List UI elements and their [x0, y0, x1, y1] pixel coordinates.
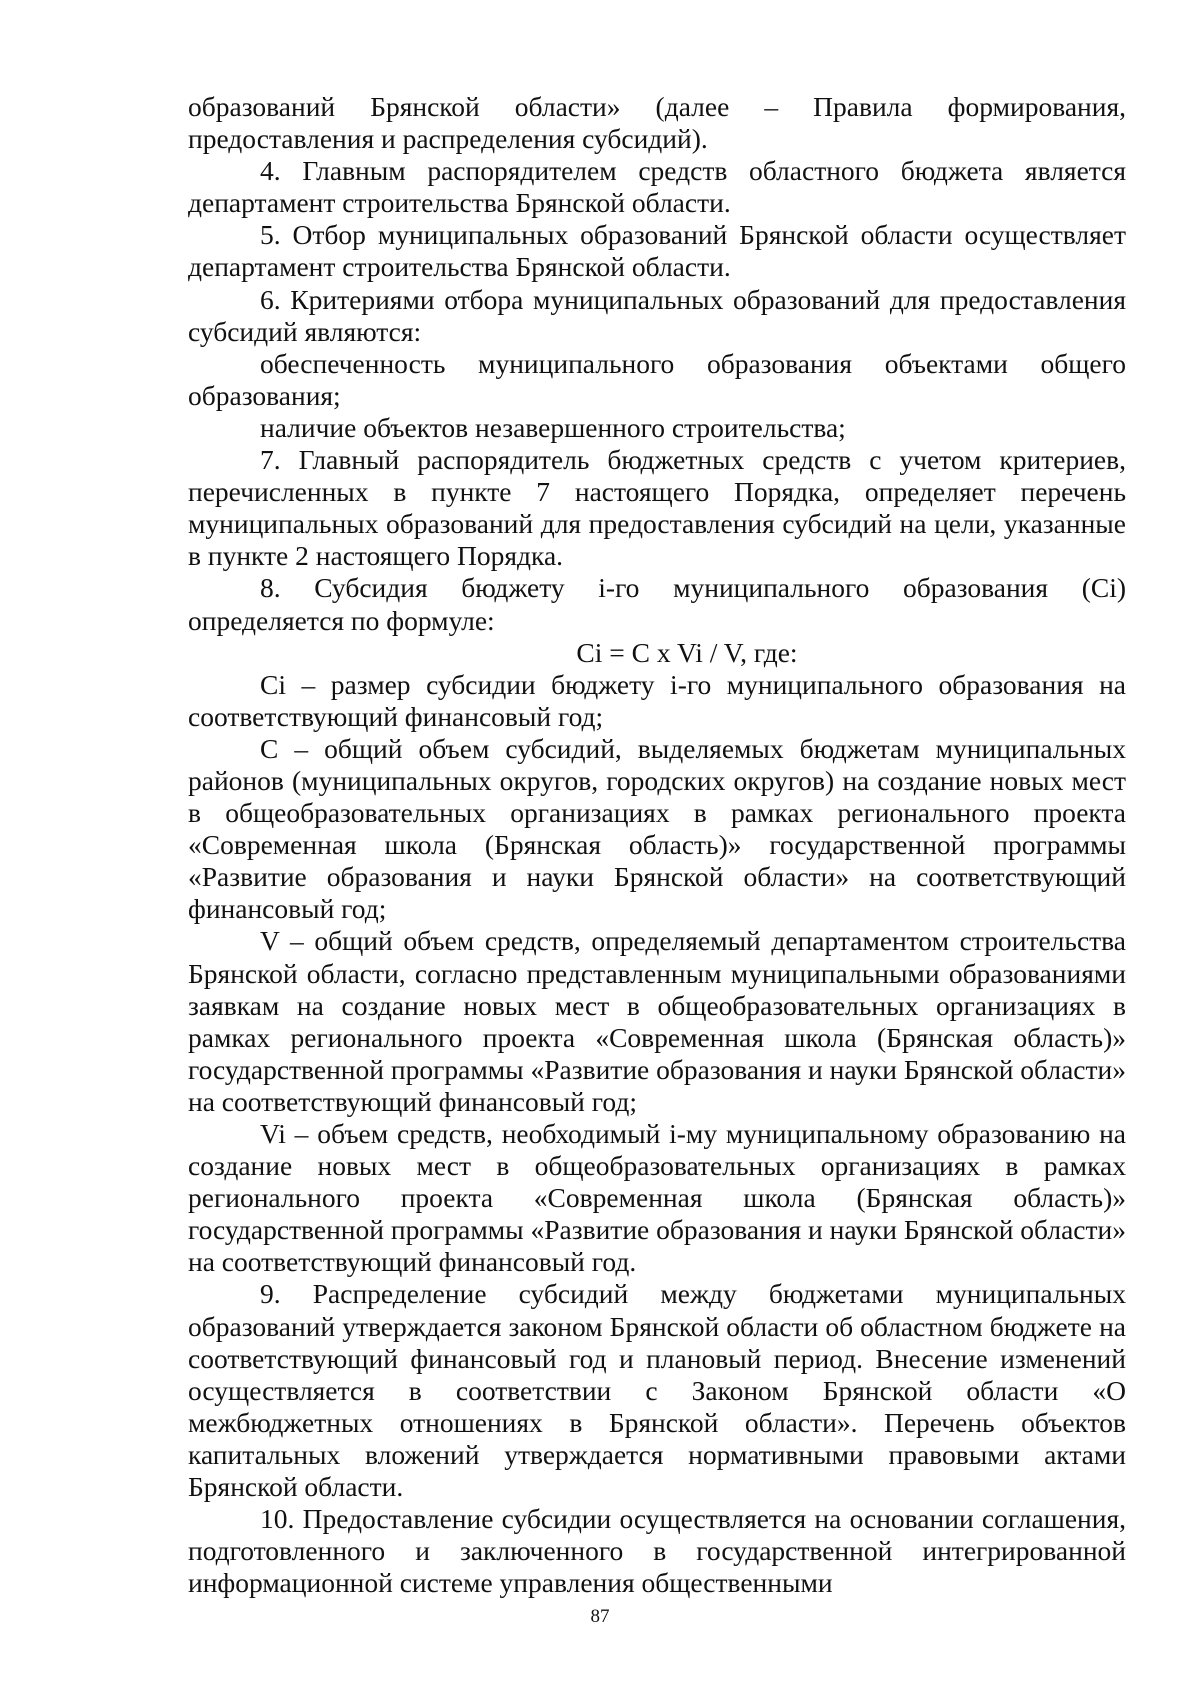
paragraph-item-9: 9. Распределение субсидий между бюджетами муниципальных образований утверждается законом Брянской области об областном бюджете на соответствующий финансовый год и плановый период. Внесение изменений осуществляется в соответствии с Законом Брянской области «О межбюджетных отношениях в Брянской области». Перечень объектов капитальных вложений утверждается нормативными правовыми актами Брянской области.: [188, 1278, 1126, 1503]
definition-c: C – общий объем субсидий, выделяемых бюджетам муниципальных районов (муниципальных округов, городских округов) на создание новых мест в общеобразовательных организациях в рамках регионального проекта «Современная школа (Брянская область)» государственной программы «Развитие образования и науки Брянской области» на соответствующий финансовый год;: [188, 732, 1126, 925]
paragraph-item-8: 8. Субсидия бюджету i-го муниципального образования (Ci) определяется по формуле:: [188, 572, 1126, 636]
definition-ci: Ci – размер субсидии бюджету i-го муниципального образования на соответствующий финансовый год;: [188, 668, 1126, 732]
paragraph-item-7: 7. Главный распорядитель бюджетных средств с учетом критериев, перечисленных в пункте 7 настоящего Порядка, определяет перечень муниципальных образований для предоставления субсидий на цели, указанные в пункте 2 настоящего Порядка.: [188, 444, 1126, 572]
definition-vi: Vi – объем средств, необходимый i-му муниципальному образованию на создание новых мест в общеобразовательных организациях в рамках регионального проекта «Современная школа (Брянская область)» государственной программы «Развитие образования и науки Брянской области» на соответствующий финансовый год.: [188, 1118, 1126, 1278]
criterion-unfinished: наличие объектов незавершенного строительства;: [260, 411, 846, 443]
formula: Ci = C x Vi / V, где:: [576, 636, 798, 668]
paragraph-item-5: 5. Отбор муниципальных образований Брянской области осуществляет департамент строительства Брянской области.: [188, 219, 1126, 283]
paragraph-item-4: 4. Главным распорядителем средств областного бюджета является департамент строительства Брянской области.: [188, 155, 1126, 219]
document-body: [188, 91, 1126, 1599]
criterion-provision: обеспеченность муниципального образования объектами общего образования;: [188, 347, 1126, 411]
paragraph-item-10: 10. Предоставление субсидии осуществляется на основании соглашения, подготовленного и заключенного в государственной интегрированной информационной системе управления общественными: [188, 1503, 1126, 1599]
paragraph-continuation: образований Брянской области» (далее – Правила формирования, предоставления и распределения субсидий).: [188, 91, 1126, 155]
page-number: 87: [590, 1606, 610, 1627]
paragraph-item-6: 6. Критериями отбора муниципальных образований для предоставления субсидий являются:: [188, 283, 1126, 347]
definition-v: V – общий объем средств, определяемый департаментом строительства Брянской области, согласно представленным муниципальными образованиями заявкам на создание новых мест в общеобразовательных организациях в рамках регионального проекта «Современная школа (Брянская область)» государственной программы «Развитие образования и науки Брянской области» на соответствующий финансовый год;: [188, 925, 1126, 1117]
